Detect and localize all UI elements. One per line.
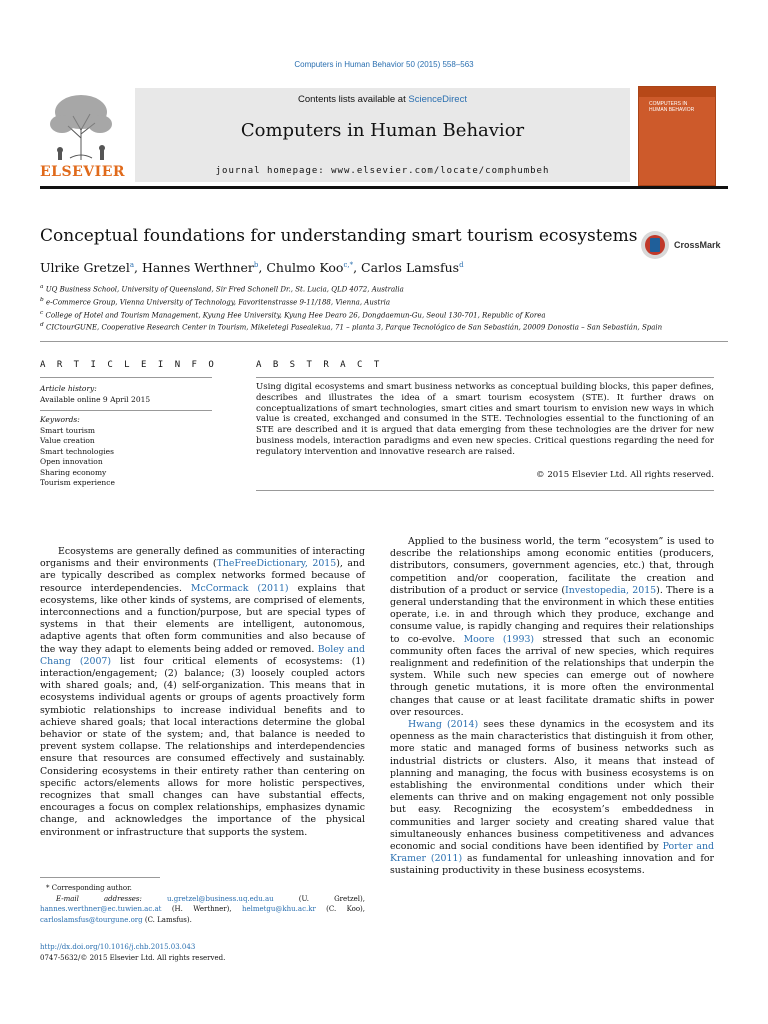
author-affil-sup[interactable]: a — [129, 260, 135, 269]
affiliation-sup: b — [40, 296, 44, 303]
elsevier-logo-text: ELSEVIER — [40, 164, 126, 180]
author-name: Hannes Werthner — [141, 260, 254, 275]
body-column-left — [40, 546, 365, 839]
affiliation-text: CICtourGUNE, Cooperative Research Center in Tourism, Mikeletegi Pasealekua, 71 – planta 3, Parque Tecnológico de San Sebastián, 20009 Donostia – San Sebastián, Spain — [45, 323, 663, 332]
affiliation-item — [40, 320, 662, 333]
email-owner: (U. Gretzel), — [273, 894, 365, 903]
cover-title: COMPUTERS IN HUMAN BEHAVIOR — [649, 101, 695, 113]
keyword-item: Value creation — [40, 436, 95, 445]
keyword-item: Open innovation — [40, 457, 103, 466]
email-addresses — [40, 894, 365, 926]
affiliation-sup: a — [40, 284, 44, 290]
reference-link[interactable]: Porter and Kramer (2011) — [390, 841, 714, 865]
abstract-text: Using digital ecosystems and smart business networks as conceptual building blocks, this paper defines, describes and illustrates the idea of a smart tourism ecosystem (STE). It further draws on conceptualizations of smart technologies, smart cities and smart tourism to envision new ways in which value is created, exchanged and consumed in the STE. Technologies essential to the functioning of an STE are described and it is argued that data emerging from these technologies are the driver for new business models, interaction paradigms and even new species. Critical questions regarding the need for regulatory intervention and innovative research are raised. — [256, 382, 714, 457]
email-owner: (C. Lamsfus). — [142, 915, 192, 924]
body-column-right — [390, 536, 714, 878]
affiliation-sup: c — [40, 309, 44, 316]
abstract-rule — [256, 377, 714, 378]
author-name: Carlos Lamsfus — [361, 260, 460, 275]
crossmark-badge[interactable] — [640, 230, 721, 260]
keyword-item: Smart tourism — [40, 425, 96, 435]
reference-link[interactable]: Boley and Chang (2007) — [40, 643, 365, 667]
email-owner: (C. Koo), — [315, 905, 365, 913]
author-list: Ulrike Gretzel$^a$, Hannes Werthner$^b$, Chulmo Koo$^{c,*}$, Carlos Lamsfus$^d$ — [40, 260, 464, 275]
abstract-bottom-rule — [256, 490, 714, 491]
email-link[interactable]: hannes.werthner@ec.tuwien.ac.at — [40, 905, 162, 913]
email-label: E-mail addresses: — [56, 894, 167, 903]
body-text: Ecosystems are generally defined as communities of interacting organisms and their environments ( — [40, 546, 365, 570]
author-name: Chulmo Koo — [266, 260, 344, 275]
email-link[interactable]: carloslamsfus@tourgune.org — [40, 915, 143, 924]
body-text: sees these dynamics in the ecosystem and its openness as the main characteristics that distinguish it from other, more static and managed forms of business networks such as industrial districts or clusters. Also, it means that instead of planning and managing, the focus with business ecosystems is on establishing the environmental conditions under which their elements can thrive and on making engagement not only possible but easy. Recognizing the ecosystem’s embeddedness in communities and larger society and creating shared value that simultaneously enhances business competitiveness and advances economic and social conditions have been identified by — [390, 719, 714, 853]
author-affil-sup[interactable]: d — [459, 260, 464, 269]
journal-title: Computers in Human Behavior — [240, 120, 525, 141]
journal-homepage[interactable]: journal homepage: www.elsevier.com/locate/comphumbeh — [215, 166, 550, 176]
article-info-rule — [40, 377, 212, 378]
reference-link[interactable]: Investopedia, 2015 — [565, 584, 657, 596]
body-text: stressed that such an economic community often faces the arrival of new species, which requires realignment and redefinition of the relationships that underpin the system. While such new species can emerge out of nowhere through genetic mutations, it is more often the environmental changes that cause or at least facilitate dramatic shifts in power over resources. — [390, 633, 714, 718]
reference-link[interactable]: Moore (1993) — [463, 633, 535, 645]
affiliation-item — [40, 295, 662, 308]
abstract-copyright: © 2015 Elsevier Ltd. All rights reserved. — [536, 470, 714, 480]
author-affil-sup[interactable]: b — [253, 260, 259, 269]
history-label: Article history: — [40, 384, 97, 393]
doi-link[interactable]: http://dx.doi.org/10.1016/j.chb.2015.03.043 — [40, 943, 196, 951]
reference-link[interactable]: McCormack (2011) — [190, 582, 289, 594]
article-info-heading: A R T I C L E I N F O — [40, 360, 217, 370]
page-footer — [40, 942, 225, 963]
affiliation-text: UQ Business School, University of Queensland, Sir Fred Schonell Dr., St. Lucia, QLD 4072, Australia — [45, 285, 404, 294]
keyword-item: Sharing economy — [40, 467, 107, 477]
body-text: ). There is a general understanding that the environment in which these entities operate, i.e. in and through which they produce, exchange and consume value, is rapidly changing and requires their relationships to co-evolve. — [390, 584, 715, 645]
email-link[interactable]: helmetgu@khu.ac.kr — [241, 905, 316, 913]
affiliation-text: College of Hotel and Tourism Management, Kyung Hee University, Kyung Hee Dearo 26, Dongdaemun-Gu, Seoul 130-701, Republic of Korea — [45, 310, 546, 319]
keyword-item: Tourism experience — [40, 478, 115, 487]
body-text: list four critical elements of ecosystems: (1) interaction/engagement; (2) balance; (3) loosely coupled actors with shared goals; and, (4) self-organization. This means that in ecosystems individual agents or groups of agents proactively form symbiotic relationships to increase individual benefits and to achieve shared goals; that local interactions determine the global behavior or state of the system; and, that balance is needed to prevent system collapse. The relationships and interdependencies ensure that resources are consumed effectively and sustainably. Considering ecosystems in their entirety rather than centering on specific actors/elements allows for more holistic perspectives, recognizes that small changes can have substantial effects, encourages a focus on complex relationships, emphasizes dynamic change, and acknowledges the importance of the physical environment or infrastructure that supports the system. — [40, 655, 365, 838]
affiliations — [40, 282, 662, 333]
abstract-heading: A B S T R A C T — [256, 360, 383, 370]
body-paragraph — [390, 536, 714, 719]
cover-strip — [639, 87, 715, 97]
body-text: explains that ecosystems, like other kinds of systems, are comprised of elements, interconnections and a function/purpose, but are special types of systems in that their elements are intelligent, autonomous, adaptive agents that often form communities and also because of the way they adapt to elements being added or removed. — [40, 582, 365, 655]
reference-link[interactable]: TheFreeDictionary, 2015 — [216, 558, 337, 570]
history-value: Available online 9 April 2015 — [40, 394, 151, 404]
reference-link[interactable]: Hwang (2014) — [408, 719, 479, 731]
article-info — [40, 384, 212, 489]
issn-copyright: 0747-5632/© 2015 Elsevier Ltd. All rights reserved. — [40, 953, 226, 962]
contents-line — [135, 94, 630, 105]
body-text: ), and are typically described as complex networks formed because of resource interdependencies. — [40, 558, 366, 594]
affiliation-sup: d — [40, 322, 44, 329]
footnote-rule — [40, 877, 160, 878]
affiliations-rule — [40, 341, 728, 342]
email-link[interactable]: u.gretzel@business.uq.edu.au — [166, 894, 274, 903]
affiliation-text: e-Commerce Group, Vienna University of Technology, Favoritenstrasse 9-11/188, Vienna, Austria — [45, 298, 391, 307]
journal-citation[interactable]: Computers in Human Behavior 50 (2015) 558–563 — [294, 60, 474, 69]
keyword-item: Smart technologies — [40, 446, 114, 456]
author-affil-sup[interactable]: c,* — [343, 260, 354, 269]
author-name: Ulrike Gretzel — [40, 260, 130, 275]
contents-prefix: Contents lists available at — [298, 94, 409, 105]
article-title: Conceptual foundations for understanding smart tourism ecosystems — [40, 226, 638, 246]
info-divider — [40, 410, 212, 411]
body-paragraph — [40, 546, 365, 839]
affiliation-item — [40, 282, 662, 295]
email-owner: (H. Werthner), — [161, 905, 242, 913]
affiliation-item — [40, 308, 662, 321]
crossmark-label: CrossMark — [674, 240, 721, 250]
footnote — [40, 883, 365, 925]
crossmark-icon — [640, 230, 670, 260]
body-text: Applied to the business world, the term “ecosystem” is used to describe the relationships among economic entities (producers, distributors, consumers, government agencies, etc.) that, through competition and/or cooperation, facilitate the creation and distribution of a product or service ( — [390, 536, 714, 596]
header-rule — [40, 186, 728, 189]
sciencedirect-link[interactable]: ScienceDirect — [408, 94, 467, 105]
keywords-label: Keywords: — [40, 415, 80, 424]
body-paragraph — [390, 719, 714, 878]
journal-cover-image — [638, 86, 716, 186]
corresponding-author-note: * Corresponding author. — [46, 884, 132, 892]
body-text: as fundamental for unleashing innovation and for sustaining productivity in these business ecosystems. — [390, 853, 714, 877]
